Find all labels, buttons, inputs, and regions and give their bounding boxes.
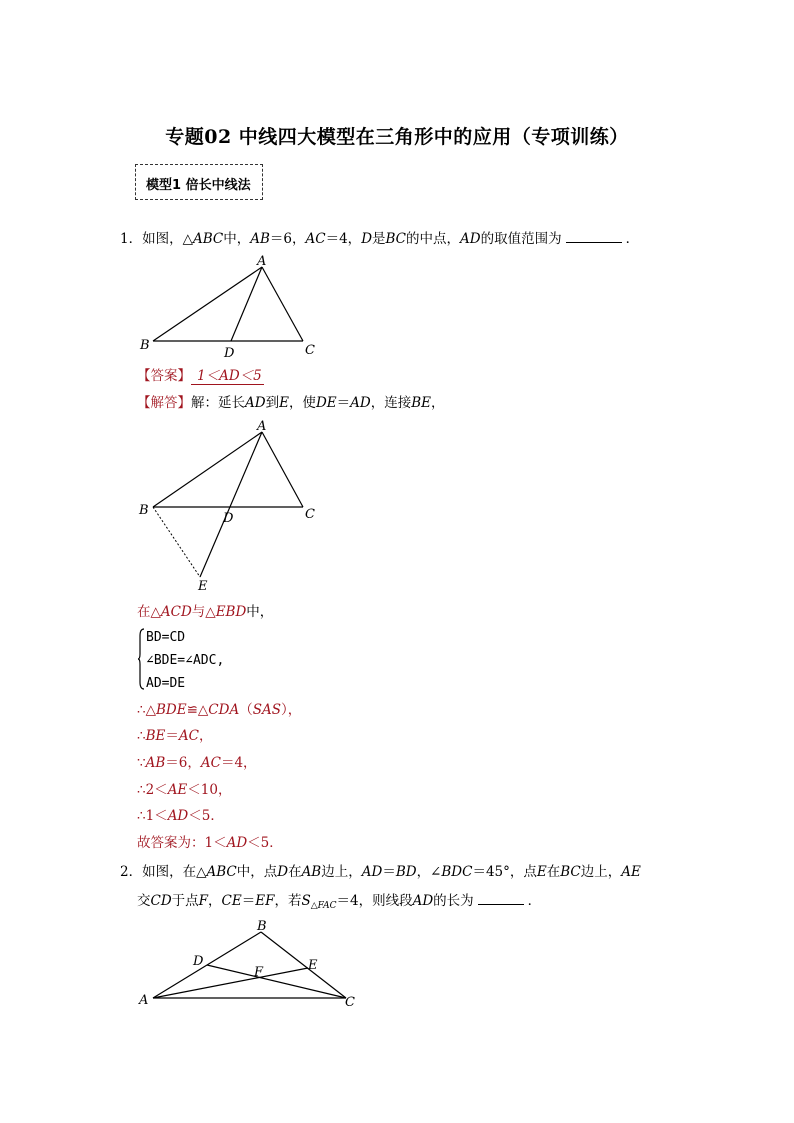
label-e-2: E (198, 579, 208, 594)
question-2-line-2: 交CD于点F，CE＝EF，若$S_{\triangle FAC}=4$，则线段AD的长为 ． (137, 893, 542, 911)
solution-intro: 【解答】解：延长AD到E，使DE＝AD，连接BE， (137, 395, 445, 411)
label-b-2: B (139, 503, 149, 518)
label-d-3: D (193, 954, 204, 969)
system-eq-2: ∠BDE=∠ADC, (146, 653, 225, 668)
label-e-3: E (308, 958, 318, 973)
label-a-2: A (257, 419, 267, 434)
triangle-abc-2 (153, 432, 303, 577)
system-eq-3: AD=DE (146, 676, 186, 691)
label-c-2: C (305, 507, 315, 522)
question-2-line-1: 2．如图，在△ABC中，点D在AB边上，AD＝BD，∠BDC＝45°，点E在BC边上，AE (120, 864, 641, 880)
label-f-3: F (254, 965, 264, 980)
page-title: 专题02 中线四大模型在三角形中的应用（专项训练） (165, 126, 629, 148)
label-b: B (140, 338, 150, 353)
system-brace (138, 628, 144, 688)
answer-line: 【答案】 1＜AD＜5 (137, 368, 262, 384)
system-eq-1: BD=CD (146, 630, 186, 645)
solution-line-3: ∴BE＝AC， (137, 728, 213, 744)
triangle-abc-1 (153, 267, 303, 341)
label-c-3: C (345, 995, 355, 1010)
label-b-3: B (257, 919, 267, 934)
label-c: C (305, 343, 315, 358)
question-1-text: 1．如图，△ABC中，AB＝6，AC＝4，D是BC的中点，AD的取值范围为 ． (120, 231, 640, 247)
label-a-3: A (139, 993, 149, 1008)
solution-line-7: 故答案为：1＜AD＜5． (137, 835, 283, 851)
label-d: D (224, 346, 235, 361)
answer-blank-2 (478, 892, 524, 905)
solution-line-2: ∴△BDE≌△CDA（SAS）， (137, 702, 302, 718)
model-label: 模型1 倍长中线法 (146, 178, 251, 193)
label-a: A (257, 254, 267, 269)
solution-line-1: 在△ACD与△EBD中， (137, 604, 274, 620)
solution-line-4: ∵AB＝6，AC＝4， (137, 755, 257, 771)
label-d-2: D (223, 511, 234, 526)
solution-line-6: ∴1＜AD＜5． (137, 808, 224, 824)
solution-line-5: ∴2＜AE＜10， (137, 782, 232, 798)
